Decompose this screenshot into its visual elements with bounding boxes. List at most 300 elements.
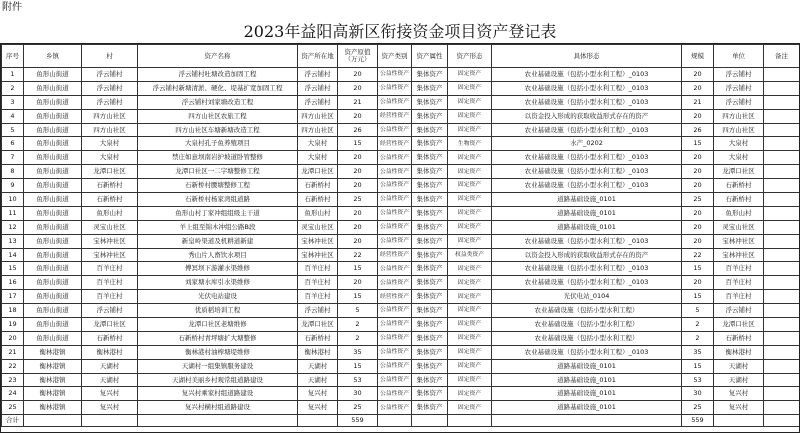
header-col-specific-form: 具体形态	[492, 45, 682, 68]
cell-col-index: 18	[2, 304, 24, 318]
cell-col-scale: 20	[682, 220, 714, 234]
cell-col-location: 宝林冲社区	[298, 248, 338, 262]
cell-col-specific-form: 农业基础设施（包括小型水利工程）_0103	[492, 276, 682, 290]
table-row	[2, 220, 800, 234]
cell-col-village: 天湖村	[82, 373, 138, 387]
cell-col-specific-form: 农业基础设施（包括小型水利工程）_0103	[492, 345, 682, 359]
cell-col-asset-category: 公益性资产	[378, 220, 412, 234]
cell-col-village: 鱼形山村	[82, 206, 138, 220]
cell-col-asset-name: 衡林港村油榨塘堤维修	[138, 345, 298, 359]
cell-col-asset-category: 公益性资产	[378, 179, 412, 193]
cell-col-asset-attribute: 集体资产	[412, 359, 448, 373]
cell-col-village: 天湖村	[82, 359, 138, 373]
cell-col-asset-name: 石新桥村青坪塘扩大塘整修	[138, 331, 298, 345]
cell-col-asset-name: 浮云铺村刘家塘改造工程	[138, 95, 298, 109]
cell-col-asset-name: 浮云铺村新塘清淤、硬化、堤基扩宽加固工程	[138, 81, 298, 95]
cell-col-specific-form: 道路基础设施_0101	[492, 401, 682, 415]
cell-col-asset-category: 公益性资产	[378, 206, 412, 220]
cell-col-scale: 20	[682, 81, 714, 95]
cell-col-asset-attribute: 集体资产	[412, 206, 448, 220]
cell-col-specific-form: 农业基础设施（包括小型水利工程）_0103	[492, 68, 682, 82]
cell-col-location: 鱼形山村	[298, 206, 338, 220]
cell-col-village: 宝林冲社区	[82, 248, 138, 262]
cell-col-asset-category: 公益性资产	[378, 193, 412, 207]
cell-col-asset-attribute: 集体资产	[412, 304, 448, 318]
cell-col-index: 14	[2, 248, 24, 262]
cell-col-asset-attribute: 集体资产	[412, 234, 448, 248]
cell-col-original-value: 20	[338, 220, 378, 234]
cell-col-asset-name: 浮云铺村吐塘改造加固工程	[138, 68, 298, 82]
cell-col-town: 衡林港镇	[24, 373, 82, 387]
cell-col-remarks	[764, 123, 800, 137]
cell-col-unit: 复兴村	[714, 401, 764, 415]
cell-col-asset-attribute: 集体资产	[412, 137, 448, 151]
cell-col-village: 浮云铺村	[82, 95, 138, 109]
cell-col-remarks	[764, 290, 800, 304]
cell-col-asset-category: 公益性资产	[378, 359, 412, 373]
cell-col-location: 浮云铺村	[298, 304, 338, 318]
cell-col-unit: 浮云铺村	[714, 95, 764, 109]
cell-col-location: 百羊庄村	[298, 290, 338, 304]
cell-col-remarks	[764, 331, 800, 345]
cell-col-index: 6	[2, 137, 24, 151]
cell-col-asset-form: 固定资产	[448, 359, 492, 373]
cell-col-asset-name: 鱼形山村丁家冲组组级主干道	[138, 206, 298, 220]
cell-col-specific-form: 农业基础设施（包括小型水利工程）_0103	[492, 165, 682, 179]
table-row	[2, 262, 800, 276]
cell-col-location: 四方山社区	[298, 109, 338, 123]
cell-col-original-value: 20	[338, 206, 378, 220]
cell-col-asset-attribute: 集体资产	[412, 373, 448, 387]
cell-col-location: 浮云铺村	[298, 68, 338, 82]
cell-col-specific-form: 农业基础设施（包括小型水利工程）_0103	[492, 151, 682, 165]
cell-col-specific-form: 农业基础设施（包括小型水利工程）_0103	[492, 234, 682, 248]
cell-col-specific-form: 农业基础设施（包括小型水利工程）	[492, 318, 682, 332]
cell-col-index: 11	[2, 206, 24, 220]
cell-col-asset-name: 羊上组至锦木冲组公路B段	[138, 220, 298, 234]
cell-col-town: 鱼形山街道	[24, 81, 82, 95]
header-col-unit: 单位	[714, 45, 764, 68]
cell-col-unit: 宝林冲社区	[714, 248, 764, 262]
cell-col-index: 9	[2, 179, 24, 193]
table-row	[2, 318, 800, 332]
header-col-village: 村	[82, 45, 138, 68]
header-col-remarks: 备注	[764, 45, 800, 68]
cell-col-town: 衡林港镇	[24, 387, 82, 401]
attachment-label: 附件	[2, 2, 22, 13]
cell-col-location: 四方山社区	[298, 123, 338, 137]
cell-col-asset-form: 固定资产	[448, 151, 492, 165]
cell-col-scale: 25	[682, 401, 714, 415]
table-body	[2, 68, 800, 415]
header-col-asset-attribute: 资产属性	[412, 45, 448, 68]
cell-col-asset-name: 四方山社区农旅工程	[138, 109, 298, 123]
cell-col-asset-category: 公益性资产	[378, 318, 412, 332]
cell-col-index: 10	[2, 193, 24, 207]
totals-row	[2, 415, 800, 427]
cell-col-scale: 21	[682, 95, 714, 109]
cell-col-remarks	[764, 304, 800, 318]
cell-col-remarks	[764, 193, 800, 207]
table-row	[2, 193, 800, 207]
cell-col-asset-category: 经营性资产	[378, 248, 412, 262]
cell-col-town: 鱼形山街道	[24, 276, 82, 290]
cell-col-village: 百羊庄村	[82, 262, 138, 276]
cell-col-index: 24	[2, 387, 24, 401]
cell-col-unit: 四方山社区	[714, 109, 764, 123]
cell-col-asset-category: 公益性资产	[378, 165, 412, 179]
cell-col-town: 衡林港镇	[24, 359, 82, 373]
cell-col-town: 鱼形山街道	[24, 206, 82, 220]
table-row	[2, 165, 800, 179]
header-col-asset-name: 资产名称	[138, 45, 298, 68]
cell-col-asset-category: 公益性资产	[378, 262, 412, 276]
cell-col-village: 百羊庄村	[82, 276, 138, 290]
cell-col-scale: 20	[682, 179, 714, 193]
cell-col-unit: 百羊庄村	[714, 262, 764, 276]
cell-col-specific-form: 农业基础设施（包括小型水利工程）_0103	[492, 81, 682, 95]
cell-col-index: 21	[2, 345, 24, 359]
cell-col-index: 25	[2, 401, 24, 415]
cell-col-village: 龙潭口社区	[82, 165, 138, 179]
cell-col-location: 石新桥村	[298, 331, 338, 345]
cell-col-asset-attribute: 集体资产	[412, 276, 448, 290]
cell-col-asset-form: 固定资产	[448, 95, 492, 109]
cell-col-village: 浮云铺村	[82, 81, 138, 95]
cell-col-asset-category: 公益性资产	[378, 95, 412, 109]
cell-col-village: 大泉村	[82, 151, 138, 165]
cell-col-location: 宝林冲社区	[298, 234, 338, 248]
table-row	[2, 401, 800, 415]
cell-col-original-value: 21	[338, 95, 378, 109]
cell-col-village: 石新桥村	[82, 193, 138, 207]
header-col-location: 资产所在地	[298, 45, 338, 68]
cell-col-asset-name: 禁庄如意坝南岩护坡道卧管整修	[138, 151, 298, 165]
cell-col-asset-form: 固定资产	[448, 81, 492, 95]
cell-col-unit: 大泉村	[714, 137, 764, 151]
cell-col-original-value: 2	[338, 318, 378, 332]
cell-col-asset-category: 公益性资产	[378, 345, 412, 359]
cell-col-asset-name: 优质稻培训工程	[138, 304, 298, 318]
cell-col-unit: 天湖村	[714, 359, 764, 373]
cell-col-unit: 浮云铺村	[714, 81, 764, 95]
cell-col-scale: 20	[682, 68, 714, 82]
cell-col-index: 15	[2, 262, 24, 276]
cell-col-asset-form: 固定资产	[448, 304, 492, 318]
cell-col-town: 鱼形山街道	[24, 290, 82, 304]
cell-col-unit: 石新桥村	[714, 331, 764, 345]
cell-col-specific-form: 农业基础设施（包括小型水利工程）_0103	[492, 262, 682, 276]
table-row	[2, 359, 800, 373]
cell-col-asset-attribute: 集体资产	[412, 331, 448, 345]
cell-col-asset-form: 固定资产	[448, 318, 492, 332]
cell-col-remarks	[764, 373, 800, 387]
table-row	[2, 276, 800, 290]
cell-col-scale: 2	[682, 318, 714, 332]
cell-col-asset-attribute: 集体资产	[412, 220, 448, 234]
cell-col-asset-name: 新皇岭渠道及机耕道新建	[138, 234, 298, 248]
cell-col-remarks	[764, 234, 800, 248]
cell-col-specific-form: 水产_0202	[492, 137, 682, 151]
cell-col-remarks	[764, 206, 800, 220]
cell-col-scale: 20	[682, 109, 714, 123]
cell-col-asset-category: 公益性资产	[378, 331, 412, 345]
cell-col-asset-category: 经营性资产	[378, 290, 412, 304]
cell-col-asset-form: 固定资产	[448, 262, 492, 276]
cell-col-village: 宝林冲社区	[82, 234, 138, 248]
cell-col-original-value: 15	[338, 262, 378, 276]
table-row	[2, 248, 800, 262]
cell-col-specific-form: 农业基础设施（包括小型水利工程）	[492, 304, 682, 318]
cell-col-town: 鱼形山街道	[24, 95, 82, 109]
cell-col-remarks	[764, 401, 800, 415]
cell-col-location: 百羊庄村	[298, 276, 338, 290]
cell-col-location: 复兴村	[298, 401, 338, 415]
cell-col-village: 石新桥村	[82, 179, 138, 193]
cell-col-unit: 石新桥村	[714, 193, 764, 207]
cell-col-location: 天湖村	[298, 373, 338, 387]
cell-col-location: 大泉村	[298, 137, 338, 151]
cell-col-remarks	[764, 262, 800, 276]
cell-col-specific-form: 农业基础设施（包括小型水利工程）_0103	[492, 179, 682, 193]
cell-col-asset-form: 固定资产	[448, 387, 492, 401]
cell-col-asset-name: 龙潭口社区一二字塘整修工程	[138, 165, 298, 179]
cell-col-town: 衡林港镇	[24, 345, 82, 359]
cell-col-asset-attribute: 集体资产	[412, 290, 448, 304]
cell-col-asset-form: 固定资产	[448, 401, 492, 415]
cell-col-original-value: 53	[338, 373, 378, 387]
cell-col-index: 7	[2, 151, 24, 165]
cell-col-asset-attribute: 集体资产	[412, 95, 448, 109]
cell-col-scale: 20	[682, 206, 714, 220]
cell-col-scale: 35	[682, 345, 714, 359]
cell-col-index: 12	[2, 220, 24, 234]
cell-col-scale: 53	[682, 373, 714, 387]
cell-col-original-value: 35	[338, 345, 378, 359]
cell-col-asset-attribute: 集体资产	[412, 151, 448, 165]
cell-col-town: 鱼形山街道	[24, 318, 82, 332]
cell-col-asset-attribute: 集体资产	[412, 81, 448, 95]
cell-col-asset-form: 固定资产	[448, 290, 492, 304]
cell-col-asset-form: 固定资产	[448, 68, 492, 82]
cell-col-remarks	[764, 387, 800, 401]
cell-col-original-value: 25	[338, 193, 378, 207]
table-row	[2, 109, 800, 123]
cell-col-asset-category: 公益性资产	[378, 81, 412, 95]
cell-col-scale: 15	[682, 359, 714, 373]
cell-col-specific-form: 光伏电站_0104	[492, 290, 682, 304]
cell-col-original-value: 26	[338, 123, 378, 137]
cell-col-town: 鱼形山街道	[24, 137, 82, 151]
cell-col-remarks	[764, 248, 800, 262]
cell-col-remarks	[764, 276, 800, 290]
header-row	[2, 45, 800, 68]
cell-col-asset-name: 石新桥村腰塘整修工程	[138, 179, 298, 193]
cell-col-unit: 百羊庄村	[714, 276, 764, 290]
cell-col-town: 鱼形山街道	[24, 331, 82, 345]
table-row	[2, 373, 800, 387]
cell-col-remarks	[764, 359, 800, 373]
cell-col-scale: 26	[682, 123, 714, 137]
cell-col-specific-form: 以资金投入形成的获取收益形式存在的资产	[492, 109, 682, 123]
cell-col-village: 衡林港村	[82, 345, 138, 359]
cell-col-original-value: 22	[338, 248, 378, 262]
cell-col-town: 鱼形山街道	[24, 304, 82, 318]
cell-col-village: 石新桥村	[82, 331, 138, 345]
cell-col-asset-name: 秀山片人畜饮水项目	[138, 248, 298, 262]
cell-col-asset-attribute: 集体资产	[412, 68, 448, 82]
cell-col-index: 17	[2, 290, 24, 304]
cell-col-town: 鱼形山街道	[24, 109, 82, 123]
cell-col-remarks	[764, 165, 800, 179]
cell-col-index: 1	[2, 68, 24, 82]
cell-col-asset-name: 四方山社区车塘新塘改造工程	[138, 123, 298, 137]
cell-col-remarks	[764, 68, 800, 82]
cell-col-location: 衡林港村	[298, 345, 338, 359]
cell-col-original-value: 20	[338, 276, 378, 290]
cell-col-town: 鱼形山街道	[24, 165, 82, 179]
cell-col-remarks	[764, 151, 800, 165]
cell-col-original-value: 20	[338, 151, 378, 165]
cell-col-asset-category: 公益性资产	[378, 387, 412, 401]
cell-col-location: 百羊庄村	[298, 262, 338, 276]
cell-col-index: 4	[2, 109, 24, 123]
cell-col-original-value: 20	[338, 109, 378, 123]
cell-col-index: 13	[2, 234, 24, 248]
cell-col-asset-form: 固定资产	[448, 345, 492, 359]
header-col-index: 序号	[2, 45, 24, 68]
cell-col-asset-attribute: 集体资产	[412, 123, 448, 137]
cell-col-asset-attribute: 集体资产	[412, 109, 448, 123]
cell-col-town: 鱼形山街道	[24, 234, 82, 248]
table-row	[2, 179, 800, 193]
cell-col-asset-category: 公益性资产	[378, 276, 412, 290]
cell-col-location: 天湖村	[298, 359, 338, 373]
table-row	[2, 304, 800, 318]
cell-col-original-value: 30	[338, 387, 378, 401]
cell-col-specific-form: 道路基础设施_0101	[492, 193, 682, 207]
cell-col-village: 浮云铺村	[82, 304, 138, 318]
cell-col-location: 浮云铺村	[298, 95, 338, 109]
cell-col-unit: 鱼形山村	[714, 206, 764, 220]
cell-col-original-value: 5	[338, 304, 378, 318]
cell-col-index: 20	[2, 331, 24, 345]
cell-col-scale: 2	[682, 331, 714, 345]
cell-col-unit: 大泉村	[714, 151, 764, 165]
cell-col-scale: 20	[682, 151, 714, 165]
cell-col-asset-attribute: 集体资产	[412, 401, 448, 415]
cell-col-town: 鱼形山街道	[24, 68, 82, 82]
cell-col-index: 3	[2, 95, 24, 109]
cell-col-original-value: 15	[338, 290, 378, 304]
cell-col-asset-category: 公益性资产	[378, 234, 412, 248]
cell-col-village: 灵宝山社区	[82, 220, 138, 234]
cell-col-specific-form: 农业基础设施（包括小型水利工程）	[492, 331, 682, 345]
cell-col-unit: 复兴村	[714, 387, 764, 401]
header-col-town: 乡镇	[24, 45, 82, 68]
cell-col-original-value: 20	[338, 68, 378, 82]
cell-col-original-value: 20	[338, 234, 378, 248]
table-row	[2, 387, 800, 401]
cell-col-asset-attribute: 集体资产	[412, 345, 448, 359]
cell-col-unit: 灵宝山社区	[714, 220, 764, 234]
cell-col-asset-form: 权益类资产	[448, 248, 492, 262]
totals-scale: 559	[682, 415, 714, 427]
cell-col-asset-form: 固定资产	[448, 276, 492, 290]
table-row	[2, 151, 800, 165]
cell-col-specific-form: 以资金投入形成的获取收益形式存在的资产	[492, 248, 682, 262]
cell-col-original-value: 2	[338, 331, 378, 345]
cell-col-asset-name: 复兴村乘家村组道路建设	[138, 387, 298, 401]
cell-col-scale: 15	[682, 290, 714, 304]
table-row	[2, 123, 800, 137]
cell-col-asset-attribute: 集体资产	[412, 248, 448, 262]
cell-col-unit: 衡林港村	[714, 345, 764, 359]
cell-col-scale: 15	[682, 262, 714, 276]
cell-col-village: 百羊庄村	[82, 290, 138, 304]
cell-col-original-value: 20	[338, 179, 378, 193]
table-row	[2, 206, 800, 220]
cell-col-asset-name: 傅冥坝下游灌水渠维修	[138, 262, 298, 276]
cell-col-remarks	[764, 95, 800, 109]
cell-col-scale: 30	[682, 387, 714, 401]
cell-col-town: 鱼形山街道	[24, 179, 82, 193]
cell-col-scale: 20	[682, 276, 714, 290]
cell-col-asset-form: 固定资产	[448, 109, 492, 123]
cell-col-index: 16	[2, 276, 24, 290]
cell-col-village: 复兴村	[82, 401, 138, 415]
cell-col-unit: 龙潭口社区	[714, 165, 764, 179]
header-col-asset-category: 资产类别	[378, 45, 412, 68]
cell-col-town: 鱼形山街道	[24, 193, 82, 207]
cell-col-asset-attribute: 集体资产	[412, 262, 448, 276]
cell-col-remarks	[764, 318, 800, 332]
cell-col-original-value: 15	[338, 137, 378, 151]
cell-col-location: 浮云铺村	[298, 81, 338, 95]
cell-col-asset-category: 公益性资产	[378, 151, 412, 165]
cell-col-specific-form: 道路基础设施_0101	[492, 359, 682, 373]
cell-col-remarks	[764, 109, 800, 123]
table-row	[2, 68, 800, 82]
cell-col-village: 复兴村	[82, 387, 138, 401]
cell-col-village: 大泉村	[82, 137, 138, 151]
cell-col-location: 龙潭口社区	[298, 318, 338, 332]
cell-col-scale: 25	[682, 193, 714, 207]
cell-col-asset-form: 固定资产	[448, 193, 492, 207]
cell-col-index: 23	[2, 373, 24, 387]
cell-col-location: 复兴村	[298, 387, 338, 401]
cell-col-specific-form: 农业基础设施（包括小型水利工程）_0103	[492, 123, 682, 137]
cell-col-village: 龙潭口社区	[82, 318, 138, 332]
cell-col-remarks	[764, 81, 800, 95]
cell-col-asset-form: 固定资产	[448, 165, 492, 179]
cell-col-asset-name: 光伏电站建设	[138, 290, 298, 304]
cell-col-specific-form: 道路基础设施_0101	[492, 206, 682, 220]
cell-col-specific-form: 道路基础设施_0101	[492, 373, 682, 387]
cell-col-index: 5	[2, 123, 24, 137]
cell-col-asset-form: 固定资产	[448, 123, 492, 137]
cell-col-original-value: 20	[338, 81, 378, 95]
cell-col-scale: 20	[682, 165, 714, 179]
cell-col-asset-attribute: 集体资产	[412, 318, 448, 332]
cell-col-asset-category: 公益性资产	[378, 373, 412, 387]
cell-col-location: 龙潭口社区	[298, 165, 338, 179]
cell-col-asset-name: 龙潭口社区老塘维修	[138, 318, 298, 332]
header-col-asset-form: 资产形态	[448, 45, 492, 68]
header-col-original-value: 资产原值（万元）	[338, 45, 378, 68]
cell-col-town: 鱼形山街道	[24, 151, 82, 165]
cell-col-asset-attribute: 集体资产	[412, 193, 448, 207]
